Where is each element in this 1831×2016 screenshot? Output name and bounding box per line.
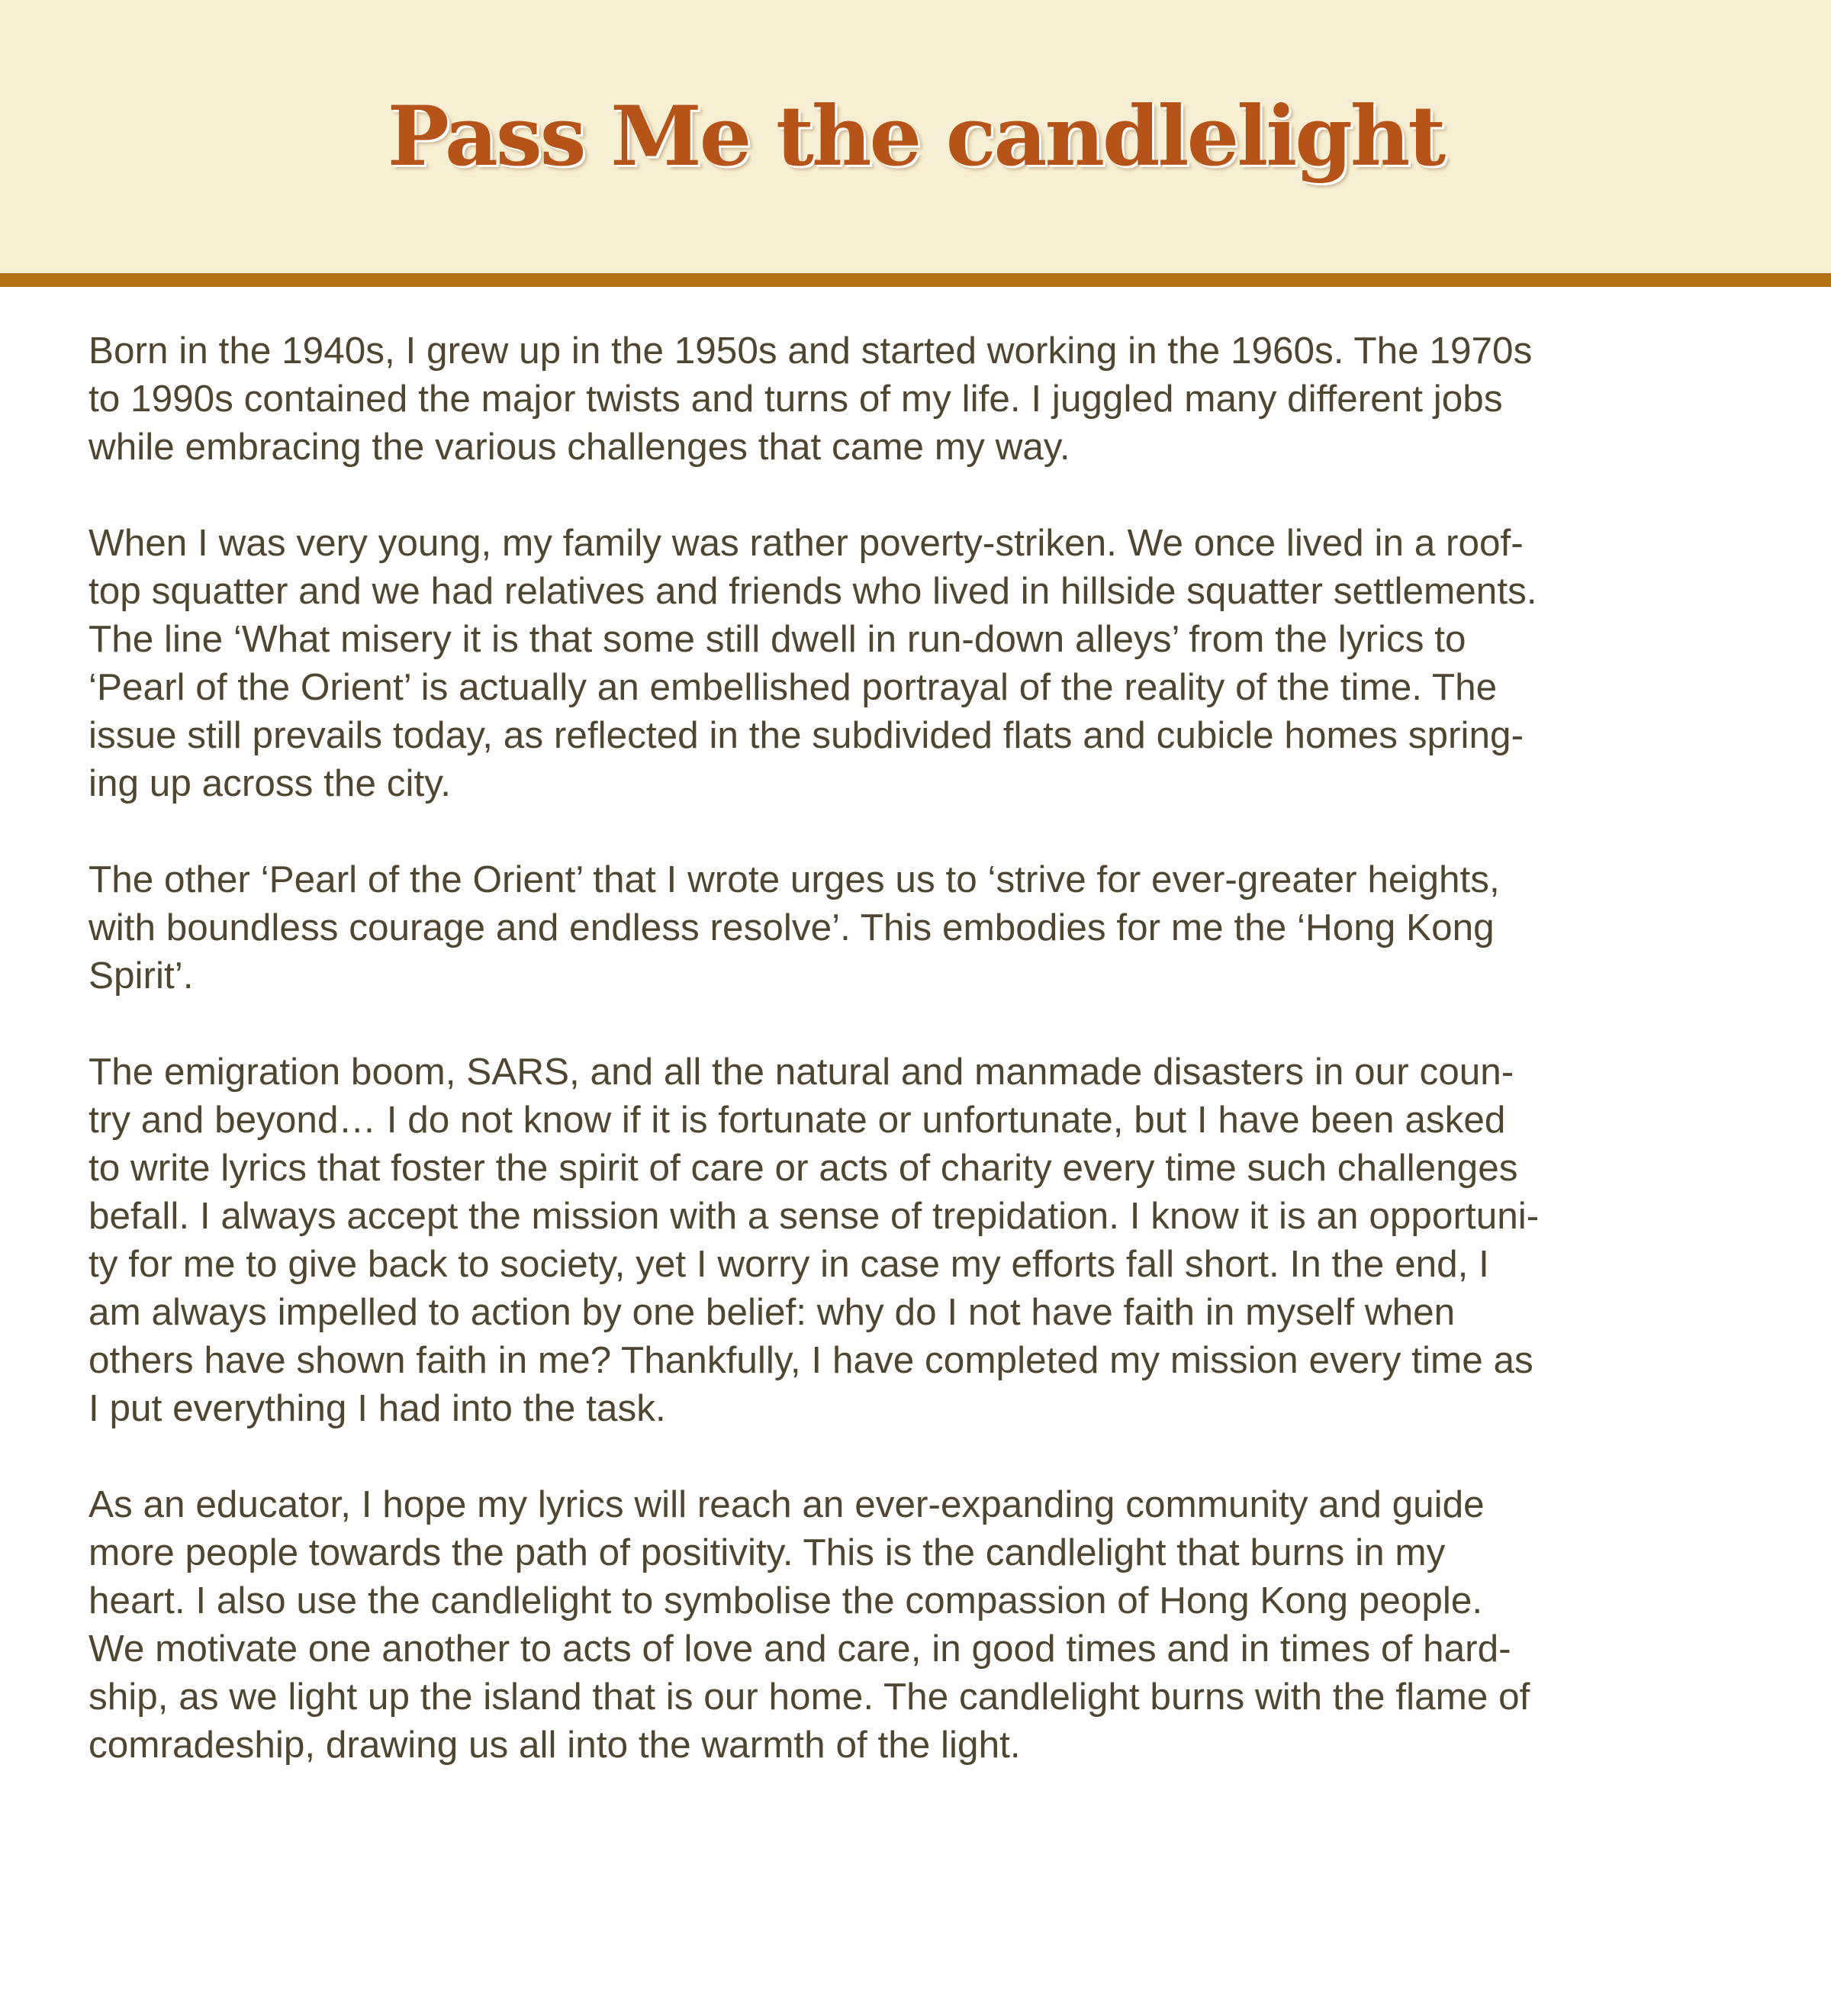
text-line: Spirit’. xyxy=(88,955,194,997)
paragraph xyxy=(88,327,1767,471)
text-line: top squatter and we had relatives and friends who lived in hillside squatter settlements. xyxy=(88,570,1537,612)
text-line: while embracing the various challenges that came my way. xyxy=(88,426,1070,468)
text-line: more people towards the path of positivity. This is the candlelight that burns in my xyxy=(88,1531,1446,1573)
article-body xyxy=(88,327,1767,1817)
text-line: ty for me to give back to society, yet I worry in case my efforts fall short. In the end, I xyxy=(88,1243,1489,1285)
text-line: with boundless courage and endless resolve’. This embodies for me the ‘Hong Kong xyxy=(88,907,1495,948)
text-line: try and beyond… I do not know if it is fortunate or unfortunate, but I have been asked xyxy=(88,1099,1506,1141)
paragraph xyxy=(88,1480,1767,1769)
text-line: to write lyrics that foster the spirit of care or acts of charity every time such challenges xyxy=(88,1147,1518,1189)
title-banner xyxy=(0,0,1831,273)
text-line: As an educator, I hope my lyrics will reach an ever-expanding community and guide xyxy=(88,1483,1485,1525)
paragraph xyxy=(88,1048,1767,1432)
text-line: ship, as we light up the island that is our home. The candlelight burns with the flame of xyxy=(88,1676,1530,1718)
text-line: heart. I also use the candlelight to symbolise the compassion of Hong Kong people. xyxy=(88,1580,1483,1621)
page-title: Pass Me the candlelight xyxy=(387,89,1444,185)
text-line: Born in the 1940s, I grew up in the 1950s and started working in the 1960s. The 1970s xyxy=(88,330,1533,372)
text-line: befall. I always accept the mission with a sense of trepidation. I know it is an opportuni- xyxy=(88,1195,1540,1237)
text-line: We motivate one another to acts of love and care, in good times and in times of hard- xyxy=(88,1628,1511,1670)
text-line: The emigration boom, SARS, and all the natural and manmade disasters in our coun- xyxy=(88,1051,1514,1093)
text-line: The line ‘What misery it is that some still dwell in run-down alleys’ from the lyrics to xyxy=(88,618,1466,660)
paragraph xyxy=(88,519,1767,807)
text-line: When I was very young, my family was rather poverty-striken. We once lived in a roof- xyxy=(88,522,1524,564)
text-line: to 1990s contained the major twists and turns of my life. I juggled many different jobs xyxy=(88,378,1503,420)
header-divider xyxy=(0,273,1831,287)
text-line: ing up across the city. xyxy=(88,762,452,804)
text-line: The other ‘Pearl of the Orient’ that I wrote urges us to ‘strive for ever-greater heights, xyxy=(88,858,1500,900)
paragraph xyxy=(88,855,1767,1000)
text-line: issue still prevails today, as reflected in the subdivided flats and cubicle homes spring- xyxy=(88,714,1524,756)
text-line: comradeship, drawing us all into the warmth of the light. xyxy=(88,1724,1021,1766)
text-line: ‘Pearl of the Orient’ is actually an embellished portrayal of the reality of the time. The xyxy=(88,666,1498,708)
text-line: am always impelled to action by one belief: why do I not have faith in myself when xyxy=(88,1291,1456,1333)
text-line: I put everything I had into the task. xyxy=(88,1387,666,1429)
text-line: others have shown faith in me? Thankfully, I have completed my mission every time as xyxy=(88,1339,1533,1381)
